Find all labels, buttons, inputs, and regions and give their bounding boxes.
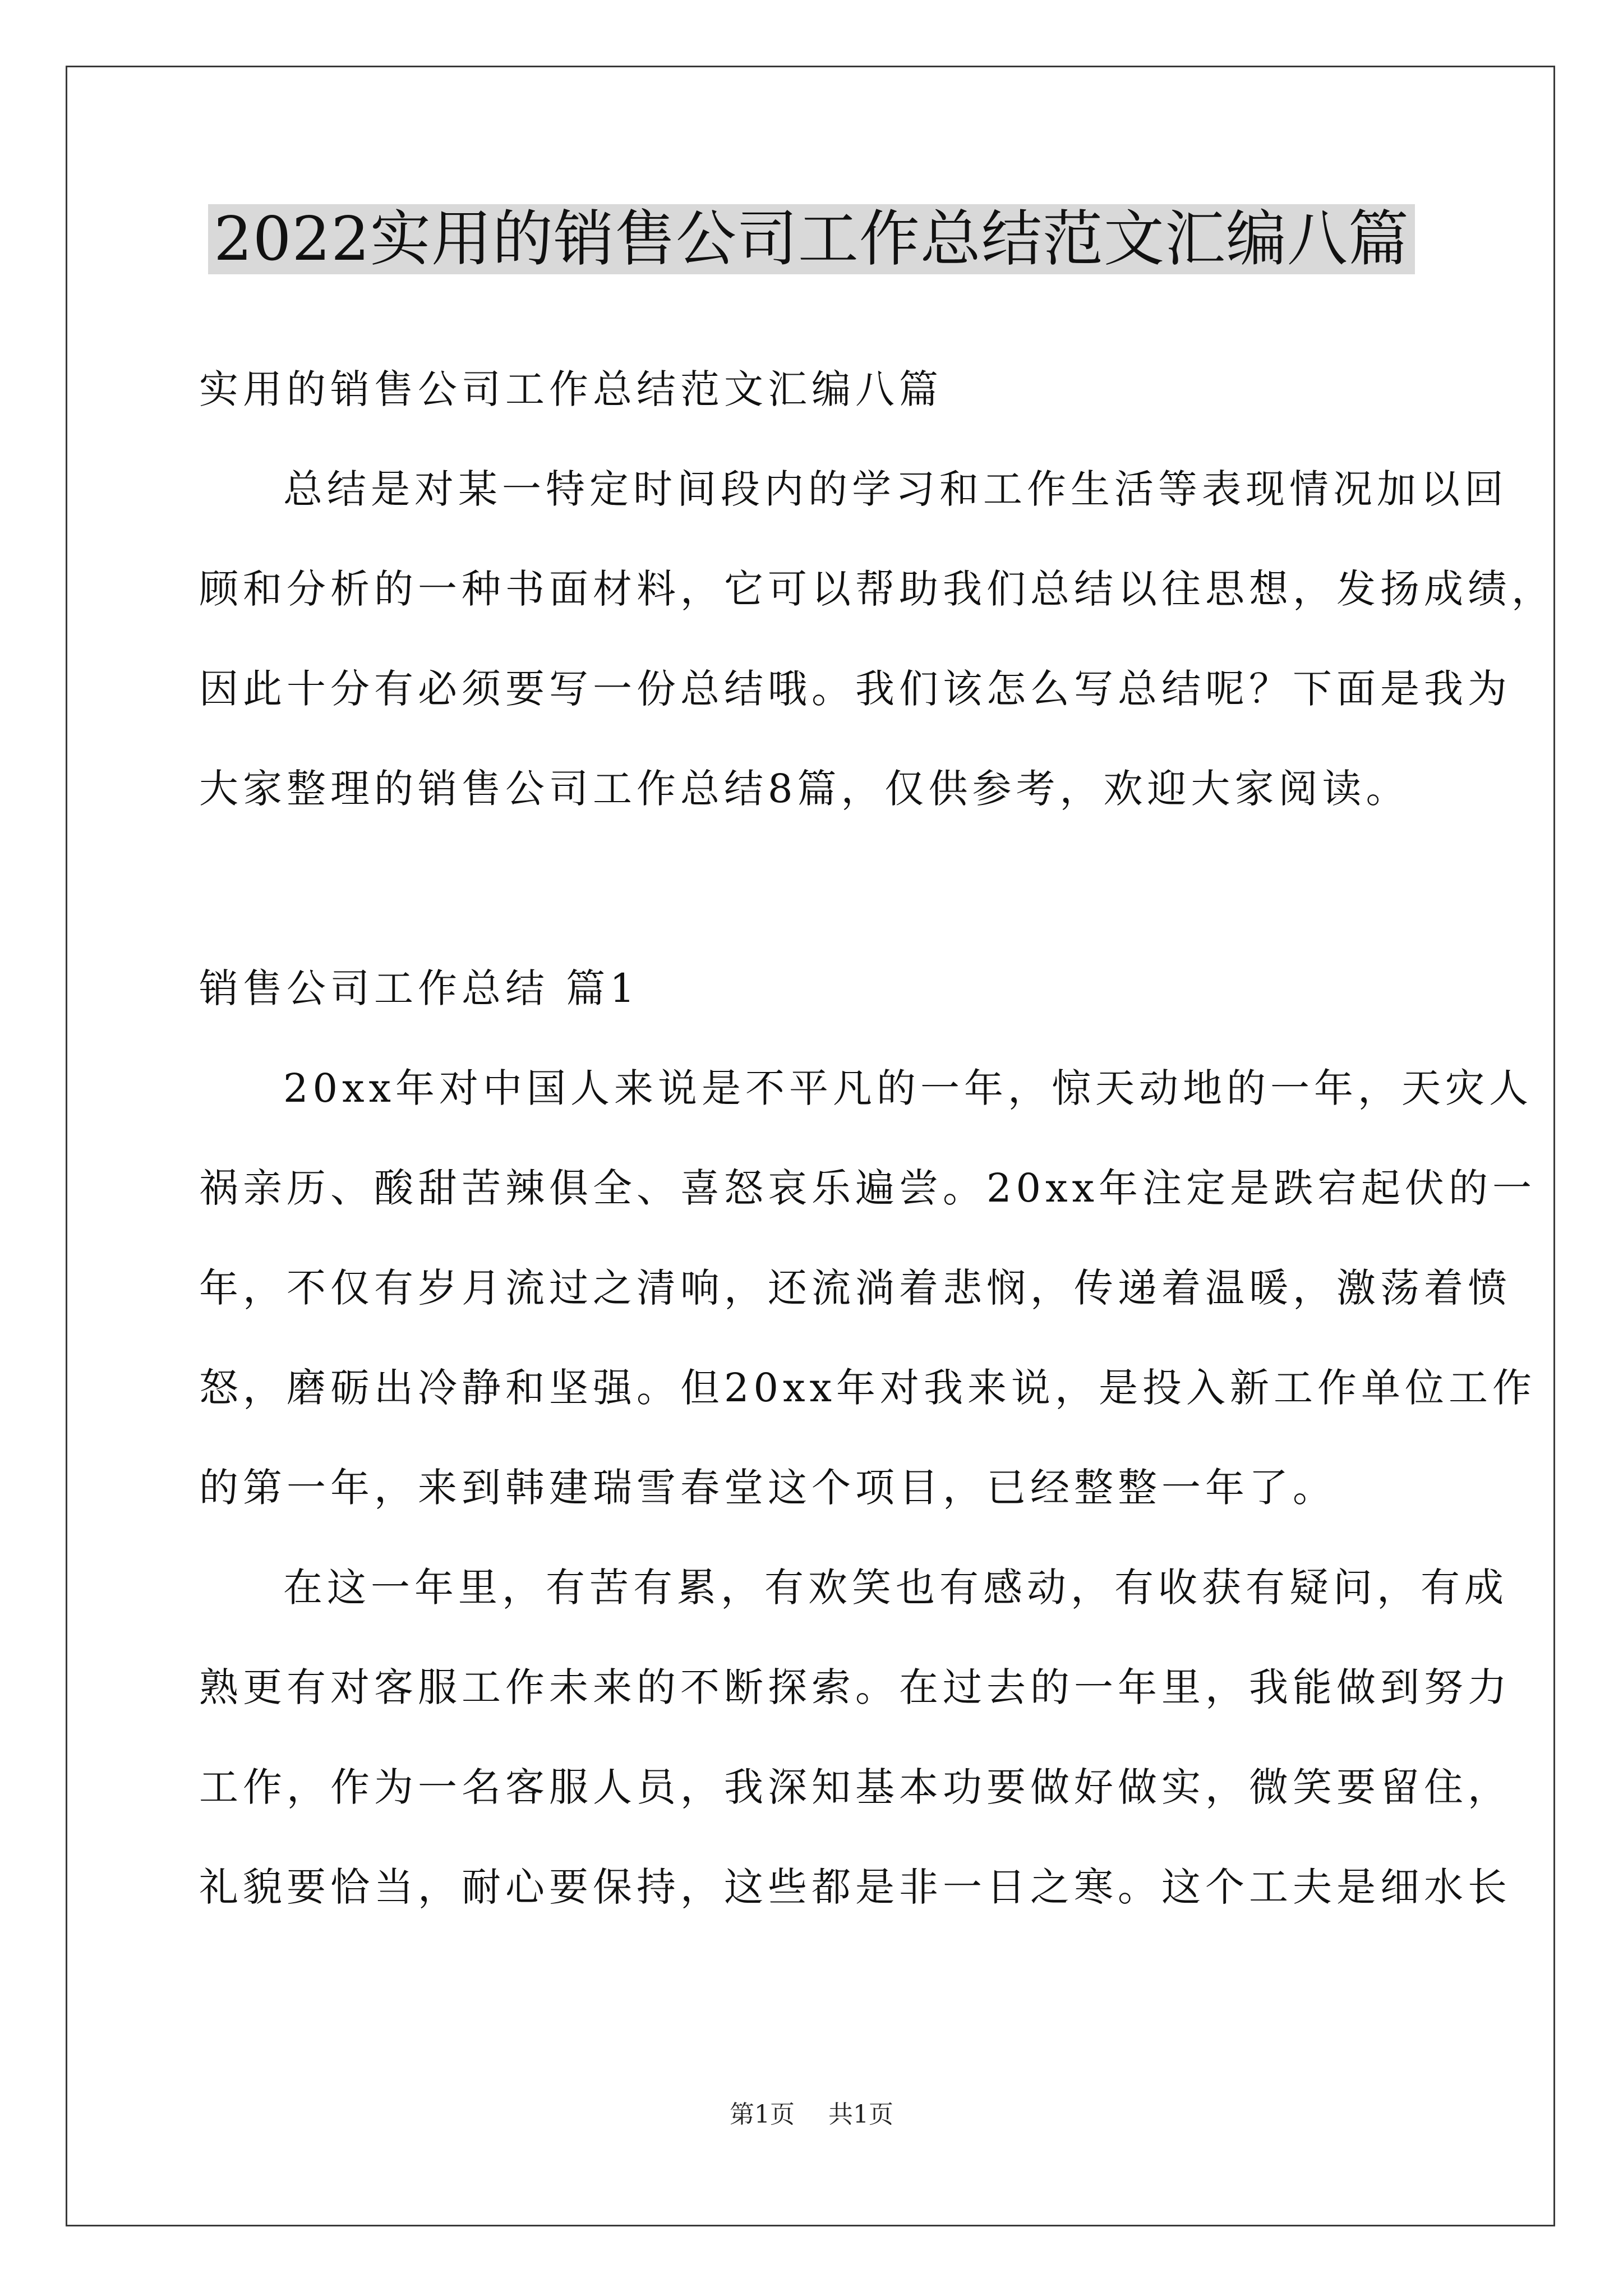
document-body [199,339,1555,1937]
paragraph-line: 年，不仅有岁月流过之清响，还流淌着悲悯，传递着温暖，激荡着愤 [199,1265,1511,1311]
paragraph-line: 礼貌要恰当，耐心要保持，这些都是非一日之寒。这个工夫是细水长 [199,1864,1511,1910]
paragraph-line: 熟更有对客服工作未来的不断探索。在过去的一年里，我能做到努力 [199,1664,1511,1710]
paragraph-line: 工作，作为一名客服人员，我深知基本功要做好做实，微笑要留住， [199,1764,1511,1810]
page-footer [0,2098,1623,2132]
document-title-text: 2022实用的销售公司工作总结范文汇编八篇 [208,204,1415,274]
document-subtitle: 实用的销售公司工作总结范文汇编八篇 [199,366,943,412]
paragraph-line: 怒，磨砺出冷静和坚强。但20xx年对我来说，是投入新工作单位工作 [199,1365,1537,1411]
paragraph-line: 20xx年对中国人来说是不平凡的一年，惊天动地的一年，天灾人 [283,1065,1533,1111]
page-total: 共1页 [828,2100,893,2129]
intro-line: 因此十分有必须要写一份总结哦。我们该怎么写总结呢？下面是我为 [199,666,1511,712]
document-title [0,197,1623,282]
paragraph-line: 的第一年，来到韩建瑞雪春堂这个项目，已经整整一年了。 [199,1465,1336,1511]
section-heading: 销售公司工作总结 篇1 [199,965,639,1011]
paragraph-line: 祸亲历、酸甜苦辣俱全、喜怒哀乐遍尝。20xx年注定是跌宕起伏的一 [199,1165,1537,1211]
page-number: 第1页 [730,2100,795,2129]
paragraph-line: 在这一年里，有苦有累，有欢笑也有感动，有收获有疑问，有成 [283,1565,1508,1611]
blank-line [199,839,1433,938]
intro-line: 顾和分析的一种书面材料，它可以帮助我们总结以往思想，发扬成绩， [199,566,1555,612]
intro-line: 大家整理的销售公司工作总结8篇，仅供参考，欢迎大家阅读。 [199,766,1410,812]
intro-line: 总结是对某一特定时间段内的学习和工作生活等表现情况加以回 [283,466,1508,512]
